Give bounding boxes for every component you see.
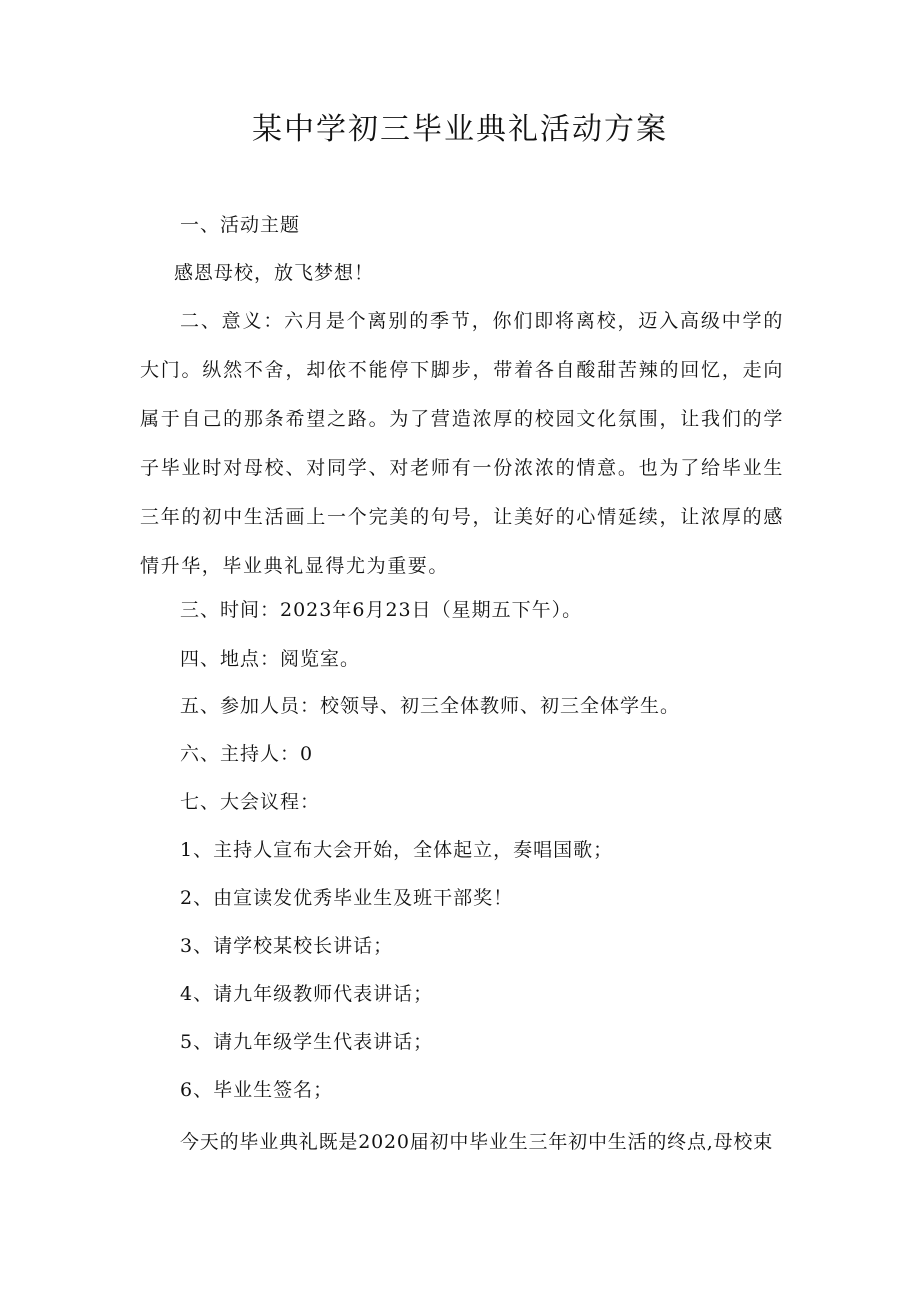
agenda-item-6: 6、毕业生签名； [180,1079,334,1101]
meaning-paragraph: 二、意义：六月是个离别的季节，你们即将离校，迈入高级中学的大门。纵然不舍，却依不能停下脚步，带着各自酸甜苦辣的回忆，走向属于自己的那条希望之路。为了营造浓厚的校园文化氛围，让我们的学子毕业时对母校、对同学、对老师有一份浓浓的情意。也为了给毕业生三年的初中生活画上一个完美的句号，让美好的心情延续，让浓厚的感情升华，毕业典礼显得尤为重要。 [140,310,784,577]
agenda-item-1: 1、主持人宣布大会开始，全体起立，奏唱国歌； [180,839,614,861]
agenda-item-2: 2、由宣读发优秀毕业生及班干部奖！ [180,887,514,909]
time-line: 三、时间：2023年6月23日（星期五下午）。 [180,599,583,621]
agenda-item-4: 4、请九年级教师代表讲话； [180,983,434,1005]
theme-text: 感恩母校，放飞梦想！ [174,262,375,284]
agenda-item-3: 3、请学校某校长讲话； [180,935,394,957]
document-title: 某中学初三毕业典礼活动方案 [252,112,668,147]
location-line: 四、地点：阅览室。 [180,648,361,670]
closing-paragraph: 今天的毕业典礼既是2020届初中毕业生三年初中生活的终点,母校束 [180,1131,773,1153]
host-line: 六、主持人：0 [180,743,314,765]
participants-line: 五、参加人员：校领导、初三全体教师、初三全体学生。 [180,695,681,717]
agenda-heading: 七、大会议程： [180,791,321,813]
theme-heading: 一、活动主题 [180,214,301,236]
agenda-item-5: 5、请九年级学生代表讲话； [180,1031,434,1053]
